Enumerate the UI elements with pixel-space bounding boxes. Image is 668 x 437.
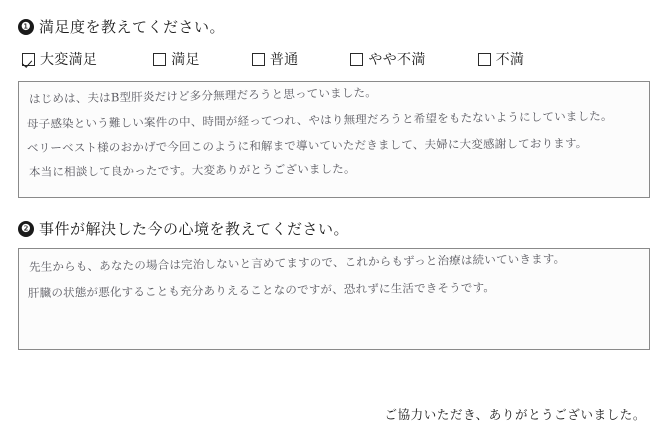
question-1-text: 満足度を教えてください。 [39, 18, 226, 36]
handwritten-line: 本当に相談して良かったです。大変ありがとうございました。 [28, 161, 356, 179]
choice-dissatisfied[interactable] [478, 49, 525, 69]
choice-label: 大変満足 [40, 52, 98, 68]
handwritten-line: ベリーベスト様のおかげで今回このように和解まで導いていただきまして、夫婦に大変感謝しております。 [26, 136, 588, 155]
handwritten-line: はじめは、夫はB型肝炎だけど多分無理だろうと思っていました。 [28, 85, 378, 106]
question-1-answer-box[interactable] [18, 81, 650, 198]
question-1-number: ❶ [18, 19, 34, 35]
choice-satisfied[interactable] [153, 49, 200, 69]
choice-somewhat-dissatisfied[interactable] [350, 49, 425, 69]
handwritten-line: 母子感染という難しい案件の中、時間が経ってつれ、やはり無理だろうと希望をもたないようにしていました。 [26, 108, 613, 131]
question-2-heading [18, 218, 650, 239]
handwritten-line: 肝臓の状態が悪化することも充分ありえることなのですが、恐れずに生活できそうです。 [27, 280, 496, 300]
checkbox-icon[interactable] [478, 53, 491, 66]
choice-label: 不満 [495, 52, 525, 68]
choice-label: やや不満 [368, 52, 426, 68]
question-1-heading [18, 16, 650, 37]
satisfaction-choices [22, 49, 650, 69]
choice-label: 普通 [269, 52, 299, 68]
checkbox-icon[interactable] [22, 53, 35, 66]
handwritten-line: 先生からも、あなたの場合は完治しないと言めてますので、これからもずっと治療は続いていきます。 [28, 251, 566, 274]
question-2-number: ❷ [18, 221, 34, 237]
question-2-answer-box[interactable] [18, 248, 650, 350]
thank-you-note: ご協力いただき、ありがとうございました。 [384, 407, 646, 422]
question-2-section [18, 218, 650, 350]
checkbox-icon[interactable] [153, 53, 166, 66]
checkbox-icon[interactable] [350, 53, 363, 66]
choice-very-satisfied[interactable] [22, 49, 97, 69]
question-2-text: 事件が解決した今の心境を教えてください。 [39, 220, 350, 238]
checkbox-icon[interactable] [252, 53, 265, 66]
choice-label: 満足 [171, 52, 200, 68]
choice-neutral[interactable] [252, 49, 299, 69]
